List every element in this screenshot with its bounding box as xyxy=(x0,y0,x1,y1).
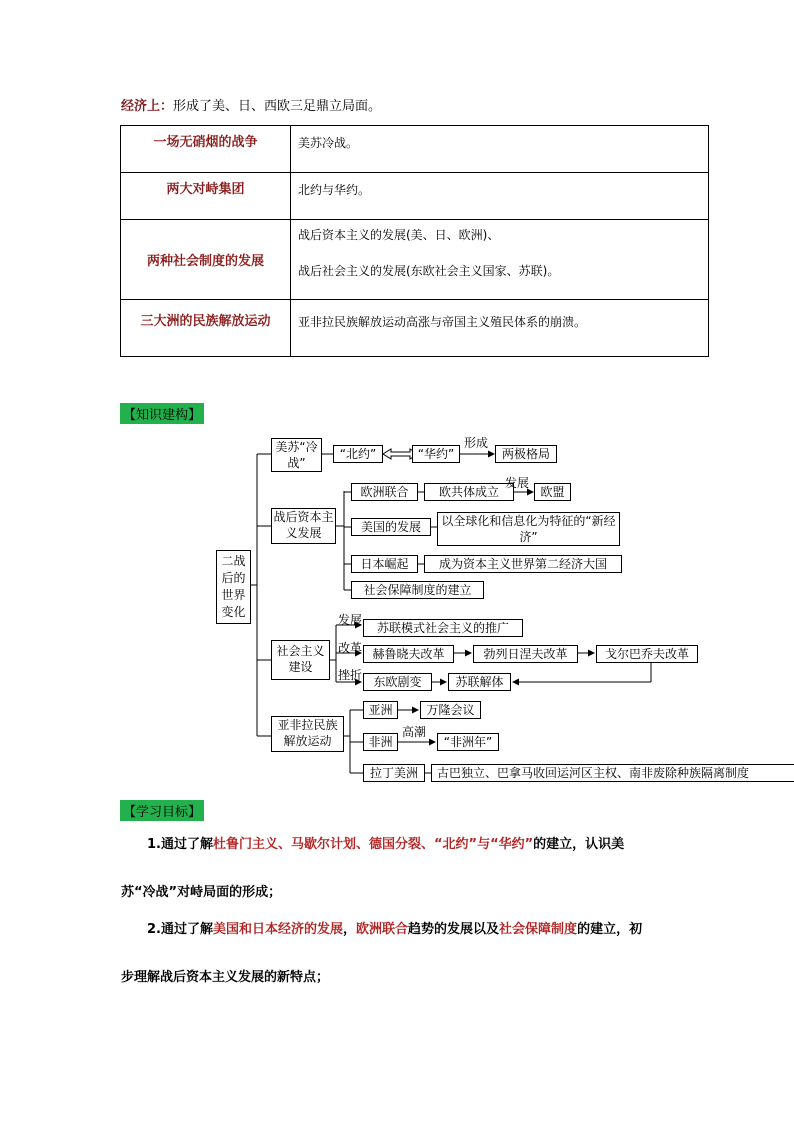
eu-node: 欧盟 xyxy=(534,483,571,501)
warsaw-pact-node: “华约” xyxy=(412,445,460,463)
european-union-node: 欧洲联合 xyxy=(351,483,418,501)
capitalism-node: 战后资本主义发展 xyxy=(271,508,336,544)
knowledge-tag: 【知识建构】 xyxy=(120,403,204,424)
goal-text: 的建立，认识美 xyxy=(533,837,625,852)
table-row xyxy=(121,126,709,173)
climax-label: 高潮 xyxy=(402,725,427,739)
new-economy-node: 以全球化和信息化为特征的“新经济” xyxy=(437,512,620,546)
cold-war-node: 美苏“冷战” xyxy=(271,438,322,472)
table-value: 战后资本主义的发展(美、日、欧洲)、 战后社会主义的发展(东欧社会主义国家、苏联)。 xyxy=(291,220,709,300)
latam-events-node: 古巴独立、巴拿马收回运河区主权、南非废除种族隔离制度 xyxy=(431,764,794,782)
latin-america-node: 拉丁美洲 xyxy=(363,764,425,782)
goal-text: 趋势的发展以及 xyxy=(408,922,500,937)
table-key: 两大对峙集团 xyxy=(121,173,291,220)
africa-node: 非洲 xyxy=(363,733,398,751)
brezhnev-node: 勃列日涅夫改革 xyxy=(473,645,578,663)
setback-label: 挫折 xyxy=(338,668,363,682)
table-key: 一场无硝烟的战争 xyxy=(121,126,291,173)
goal-highlight: 杜鲁门主义、马歇尔计划、德国分裂、“北约”与“华约” xyxy=(212,837,534,852)
goal-text: ， xyxy=(343,922,357,937)
root-node: 二战后的世界变化 xyxy=(216,550,251,624)
table-key: 三大洲的民族解放运动 xyxy=(121,300,291,357)
goal-2-line-1 xyxy=(147,918,642,937)
goal-text: 2.通过了解 xyxy=(147,922,213,937)
summary-table xyxy=(120,125,709,357)
east-europe-node: 东欧剧变 xyxy=(363,673,432,691)
develop-label-2: 发展 xyxy=(338,613,363,627)
goal-2-line-2: 步理解战后资本主义发展的新特点； xyxy=(121,970,330,985)
table-key: 两种社会制度的发展 xyxy=(121,220,291,300)
formation-label: 形成 xyxy=(464,436,489,450)
khrushchev-node: 赫鲁晓夫改革 xyxy=(363,645,454,663)
welfare-system-node: 社会保障制度的建立 xyxy=(351,581,484,599)
liberation-node: 亚非拉民族解放运动 xyxy=(271,716,344,752)
nato-node: “北约” xyxy=(333,445,383,463)
table-row xyxy=(121,220,709,300)
goal-highlight: 社会保障制度 xyxy=(499,922,578,937)
goal-1-line-2: 苏“冷战”对峙局面的形成； xyxy=(121,885,282,900)
second-economy-node: 成为资本主义世界第二经济大国 xyxy=(424,555,622,573)
goal-highlight: 欧洲联合 xyxy=(356,922,409,937)
asia-node: 亚洲 xyxy=(363,701,398,719)
table-row xyxy=(121,173,709,220)
table-value: 北约与华约。 xyxy=(291,173,709,220)
us-development-node: 美国的发展 xyxy=(351,518,431,536)
soviet-model-node: 苏联模式社会主义的推广 xyxy=(363,619,523,637)
economy-line xyxy=(121,95,381,114)
goals-tag: 【学习目标】 xyxy=(120,800,204,821)
develop-label: 发展 xyxy=(505,476,530,490)
ec-founded-node: 欧共体成立 xyxy=(424,483,514,501)
africa-year-node: “非洲年” xyxy=(437,733,499,751)
bandung-node: 万隆会议 xyxy=(420,701,481,719)
goal-1-line-1 xyxy=(147,833,624,852)
economy-label: 经济上： xyxy=(121,99,174,114)
socialism-node: 社会主义建设 xyxy=(271,640,330,680)
table-value: 美苏冷战。 xyxy=(291,126,709,173)
goal-text: 1.通过了解 xyxy=(147,837,213,852)
goal-text: 的建立，初 xyxy=(577,922,643,937)
table-value: 亚非拉民族解放运动高涨与帝国主义殖民体系的崩溃。 xyxy=(291,300,709,357)
gorbachev-node: 戈尔巴乔夫改革 xyxy=(596,645,698,663)
japan-rise-node: 日本崛起 xyxy=(351,555,418,573)
bipolar-node: 两极格局 xyxy=(495,445,557,463)
table-row xyxy=(121,300,709,357)
ussr-collapse-node: 苏联解体 xyxy=(448,673,511,691)
mind-map xyxy=(0,430,794,790)
reform-label: 改革 xyxy=(338,641,363,655)
goal-highlight: 美国和日本经济的发展 xyxy=(212,922,343,937)
economy-text: 形成了美、日、西欧三足鼎立局面。 xyxy=(173,99,382,114)
